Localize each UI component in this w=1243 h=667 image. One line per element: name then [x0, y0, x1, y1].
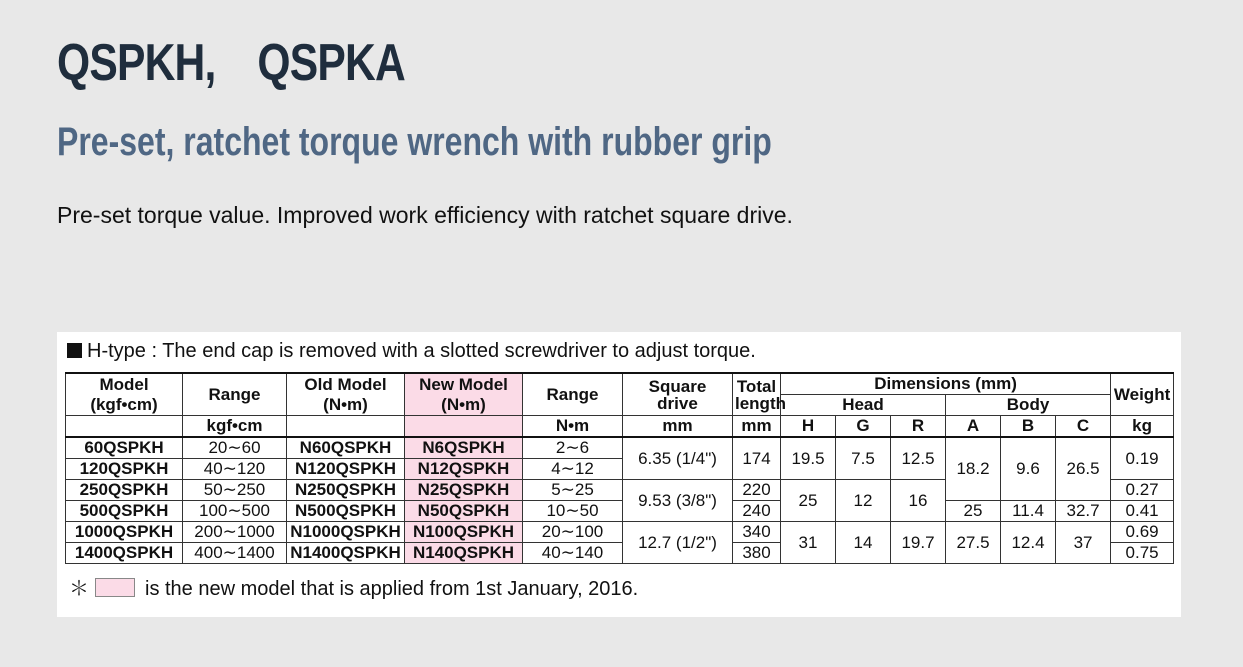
weight-cell: 0.75 [1111, 543, 1174, 564]
weight-cell: 0.27 [1111, 480, 1174, 501]
range-nm-cell: 40∼140 [523, 543, 623, 564]
black-square-icon [67, 343, 82, 358]
head-r-cell: 19.7 [891, 522, 946, 564]
unit-cell: N•m [523, 416, 623, 438]
range-nm-cell: 2∼6 [523, 437, 623, 459]
range-cell: 40∼120 [183, 459, 287, 480]
col-range-header: Range [183, 373, 287, 416]
spec-table [65, 372, 1174, 564]
new-model-cell: N6QSPKH [405, 437, 523, 459]
total-length-cell: 380 [733, 543, 781, 564]
body-c-cell: 37 [1056, 522, 1111, 564]
total-length-cell: 220 [733, 480, 781, 501]
table-note [67, 340, 756, 363]
model-cell: 500QSPKH [66, 501, 183, 522]
range-nm-cell: 4∼12 [523, 459, 623, 480]
model-cell: 250QSPKH [66, 480, 183, 501]
new-model-cell: N12QSPKH [405, 459, 523, 480]
body-c-cell: 26.5 [1056, 437, 1111, 501]
unit-cell: B [1001, 416, 1056, 438]
asterisk-mark: ＊ [69, 578, 89, 600]
total-length-cell: 240 [733, 501, 781, 522]
head-r-cell: 16 [891, 480, 946, 522]
body-b-cell: 11.4 [1001, 501, 1056, 522]
square-drive-cell: 6.35 (1/4") [623, 437, 733, 480]
head-h-cell: 19.5 [781, 437, 836, 480]
unit-cell: H [781, 416, 836, 438]
model-cell: 120QSPKH [66, 459, 183, 480]
old-model-cell: N120QSPKH [287, 459, 405, 480]
head-g-cell: 7.5 [836, 437, 891, 480]
unit-cell: G [836, 416, 891, 438]
body-c-cell: 32.7 [1056, 501, 1111, 522]
unit-cell: kgf•cm [183, 416, 287, 438]
old-model-cell: N60QSPKH [287, 437, 405, 459]
head-g-cell: 12 [836, 480, 891, 522]
head-h-cell: 25 [781, 480, 836, 522]
range-cell: 20∼60 [183, 437, 287, 459]
table-row [66, 501, 1174, 522]
weight-cell: 0.69 [1111, 522, 1174, 543]
table-legend [69, 572, 638, 601]
spec-table-image [57, 332, 1181, 617]
unit-cell: kg [1111, 416, 1174, 438]
range-cell: 100∼500 [183, 501, 287, 522]
unit-cell: A [946, 416, 1001, 438]
new-model-cell: N50QSPKH [405, 501, 523, 522]
new-model-swatch [95, 578, 135, 597]
range-cell: 200∼1000 [183, 522, 287, 543]
col-old-model-header: Old Model (N•m) [287, 373, 405, 416]
unit-cell: C [1056, 416, 1111, 438]
table-row [66, 522, 1174, 543]
col-weight-header: Weight [1111, 373, 1174, 416]
col-dimensions-header: Dimensions (mm) [781, 373, 1111, 395]
page-subtitle: Pre-set, ratchet torque wrench with rubber grip [57, 120, 772, 164]
old-model-cell: N1400QSPKH [287, 543, 405, 564]
unit-cell: mm [623, 416, 733, 438]
body-a-cell: 18.2 [946, 437, 1001, 501]
model-cell: 60QSPKH [66, 437, 183, 459]
range-cell: 400∼1400 [183, 543, 287, 564]
col-total-length-header: Total length [733, 373, 781, 416]
body-a-cell: 27.5 [946, 522, 1001, 564]
body-b-cell: 12.4 [1001, 522, 1056, 564]
old-model-cell: N1000QSPKH [287, 522, 405, 543]
body-a-cell: 25 [946, 501, 1001, 522]
unit-cell [66, 416, 183, 438]
old-model-cell: N250QSPKH [287, 480, 405, 501]
model-cell: 1000QSPKH [66, 522, 183, 543]
range-nm-cell: 5∼25 [523, 480, 623, 501]
old-model-cell: N500QSPKH [287, 501, 405, 522]
page-title: QSPKH, QSPKA [57, 34, 405, 92]
col-model-header: Model (kgf•cm) [66, 373, 183, 416]
range-nm-cell: 10∼50 [523, 501, 623, 522]
legend-text: is the new model that is applied from 1st January, 2016. [145, 578, 639, 600]
table-note-text: H-type : The end cap is removed with a slotted screwdriver to adjust torque. [87, 340, 756, 362]
unit-cell: R [891, 416, 946, 438]
head-g-cell: 14 [836, 522, 891, 564]
new-model-cell: N100QSPKH [405, 522, 523, 543]
total-length-cell: 340 [733, 522, 781, 543]
weight-cell: 0.19 [1111, 437, 1174, 480]
range-cell: 50∼250 [183, 480, 287, 501]
model-cell: 1400QSPKH [66, 543, 183, 564]
col-new-model-header: New Model (N•m) [405, 373, 523, 416]
square-drive-cell: 12.7 (1/2") [623, 522, 733, 564]
weight-cell: 0.41 [1111, 501, 1174, 522]
unit-cell [287, 416, 405, 438]
table-row [66, 437, 1174, 459]
new-model-cell: N25QSPKH [405, 480, 523, 501]
col-square-drive-header: Square drive [623, 373, 733, 416]
range-nm-cell: 20∼100 [523, 522, 623, 543]
col-body-header: Body [946, 395, 1111, 416]
head-r-cell: 12.5 [891, 437, 946, 480]
total-length-cell: 174 [733, 437, 781, 480]
product-description: Pre-set torque value. Improved work efficiency with ratchet square drive. [57, 202, 793, 228]
unit-cell: mm [733, 416, 781, 438]
square-drive-cell: 9.53 (3/8") [623, 480, 733, 522]
col-head-header: Head [781, 395, 946, 416]
head-h-cell: 31 [781, 522, 836, 564]
unit-cell [405, 416, 523, 438]
new-model-cell: N140QSPKH [405, 543, 523, 564]
body-b-cell: 9.6 [1001, 437, 1056, 501]
col-range-nm-header: Range [523, 373, 623, 416]
